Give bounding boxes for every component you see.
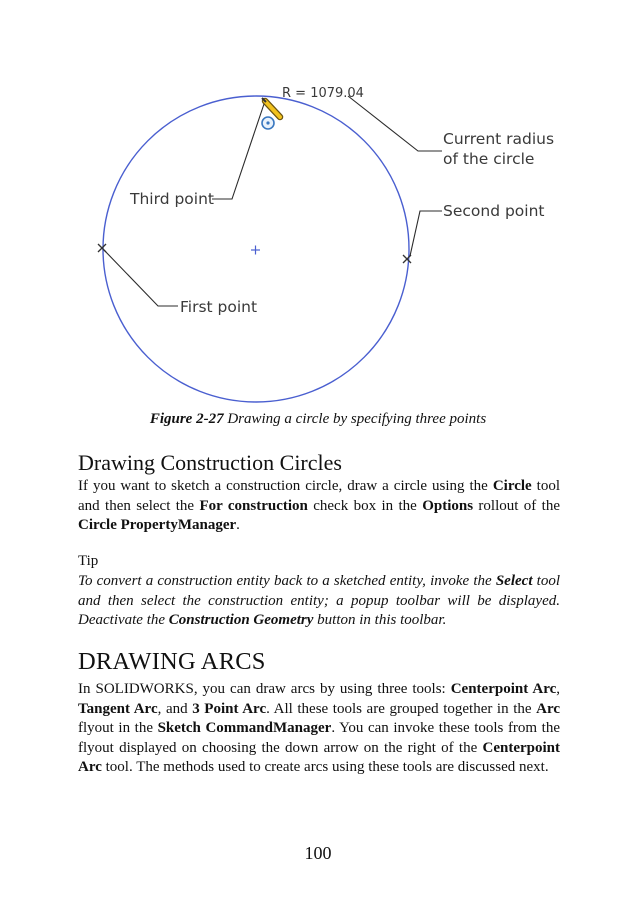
tip-text: To convert a construction entity back to a sketched entity, invoke the Select tool and then select the construction entity; a popup toolbar will be displayed. Deactivate the Construction Geometry button in this toolbar. — [78, 573, 560, 629]
label-third-point: Third point — [130, 190, 214, 208]
leader-third-point — [212, 104, 264, 199]
leader-current-radius — [348, 96, 442, 151]
paragraph-drawing-arcs: In SOLIDWORKS, you can draw arcs by using three tools: Centerpoint Arc, Tangent Arc, and 3 Point Arc. All these tools are grouped together in the Arc flyout in the Sketch CommandManager. You can invoke these tools from the flyout displayed on choosing the down arrow on the right of the Centerpoint Arc tool. The methods used to create arcs using these tools are discussed next. — [78, 681, 560, 776]
pencil-cursor-icon — [262, 98, 280, 117]
section-heading-construction-circles: Drawing Construction Circles — [78, 450, 342, 475]
snap-target-icon — [262, 117, 274, 129]
circle-diagram — [0, 0, 636, 410]
paragraph-construction-circles: If you want to sketch a construction circle, draw a circle using the Circle tool and then select the For construction check box in the Options rollout of the Circle PropertyManager. — [78, 478, 560, 534]
radius-readout: R = 1079.04 — [282, 86, 364, 101]
section-heading-drawing-arcs: DRAWING ARCS — [78, 648, 266, 675]
center-mark-icon — [251, 246, 260, 255]
label-current-radius-line1: Current radius — [443, 130, 555, 148]
label-first-point: First point — [180, 298, 258, 316]
figure-2-27 — [0, 0, 636, 410]
caption-text: Drawing a circle by specifying three points — [223, 411, 487, 427]
leader-first-point — [104, 250, 178, 306]
second-point-marker-icon — [403, 255, 411, 263]
page-number: 100 — [304, 843, 332, 863]
label-second-point: Second point — [443, 202, 545, 220]
caption-number: Figure 2-27 — [149, 411, 224, 427]
leader-second-point — [410, 211, 442, 256]
figure-caption — [0, 411, 636, 428]
label-current-radius-line2: of the circle — [443, 150, 535, 168]
tip-title: Tip — [78, 553, 99, 569]
